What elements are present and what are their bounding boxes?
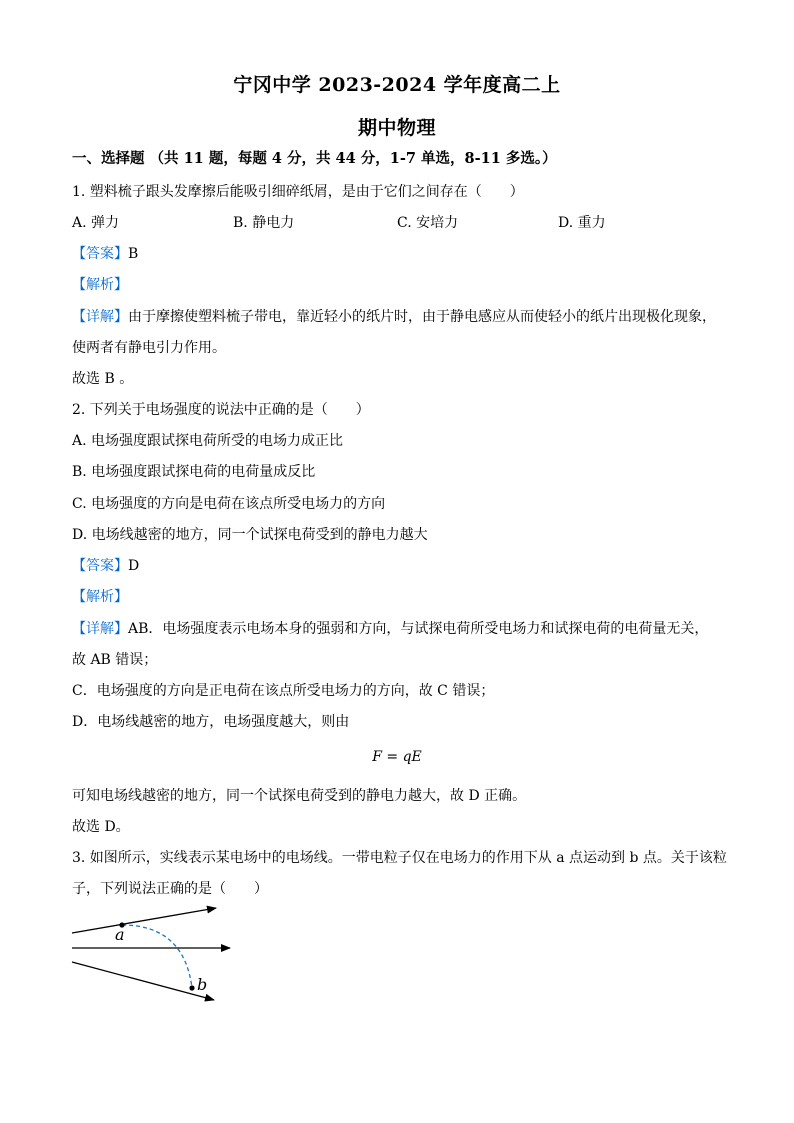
q1-detail-line xyxy=(72,308,716,326)
q2-line-d: D．电场线越密的地方，电场强度越大，则由 xyxy=(72,714,350,730)
analysis-label: 【解析】 xyxy=(72,589,128,605)
q2-answer-line xyxy=(72,557,139,575)
q2-detail-line xyxy=(72,620,708,638)
q1-answer-value: B xyxy=(128,246,139,262)
q1-option-b: B. 静电力 xyxy=(233,215,295,231)
q2-formula: F = qE xyxy=(372,749,422,765)
q1-answer-line xyxy=(72,245,138,263)
point-b-dot xyxy=(189,985,194,990)
q2-stem: 2. 下列关于电场强度的说法中正确的是（ ） xyxy=(72,402,370,418)
q1-option-d: D. 重力 xyxy=(558,215,606,231)
q2-option-d: D. 电场线越密的地方，同一个试探电荷受到的静电力越大 xyxy=(72,527,428,543)
point-a-label: a xyxy=(115,925,125,944)
q2-detail-text-1: AB．电场强度表示电场本身的强弱和方向，与试探电荷所受电场力和试探电荷的电荷量无关， xyxy=(128,621,709,637)
q3-stem-1: 3. 如图所示，实线表示某电场中的电场线。一带电粒子仅在电场力的作用下从 a 点运动到 b 点。关于该粒 xyxy=(72,850,727,866)
q2-option-c: C. 电场强度的方向是电荷在该点所受电场力的方向 xyxy=(72,496,386,512)
document-title: 宁冈中学 2023-2024 学年度高二上 xyxy=(233,74,561,96)
q2-option-b: B. 电场强度跟试探电荷的电荷量成反比 xyxy=(72,464,316,480)
q2-analysis-line xyxy=(72,588,128,606)
q1-option-a: A. 弹力 xyxy=(72,215,120,231)
field-line-bottom xyxy=(72,962,214,1000)
q1-detail-text-2: 使两者有静电引力作用。 xyxy=(72,340,226,356)
q2-conclusion: 故选 D。 xyxy=(72,819,130,835)
q1-stem: 1. 塑料梳子跟头发摩擦后能吸引细碎纸屑，是由于它们之间存在（ ） xyxy=(72,184,524,200)
section-heading: 一、选择题 （共 11 题，每题 4 分，共 44 分，1-7 单选，8-11 多选。） xyxy=(72,150,557,167)
detail-label: 【详解】 xyxy=(72,621,128,637)
q1-analysis-line xyxy=(72,276,128,294)
answer-label: 【答案】 xyxy=(72,246,128,262)
point-b-label: b xyxy=(197,975,208,994)
electric-field-figure xyxy=(66,900,236,1010)
q1-detail-text-1: 由于摩擦使塑料梳子带电，靠近轻小的纸片时，由于静电感应从而使轻小的纸片出现极化现象， xyxy=(128,309,716,325)
q2-line-c: C．电场强度的方向是正电荷在该点所受电场力的方向，故 C 错误； xyxy=(72,683,495,699)
analysis-label: 【解析】 xyxy=(72,277,128,293)
q2-option-a: A. 电场强度跟试探电荷所受的电场力成正比 xyxy=(72,433,344,449)
detail-label: 【详解】 xyxy=(72,309,128,325)
q2-answer-value: D xyxy=(128,558,140,574)
answer-label: 【答案】 xyxy=(72,558,128,574)
q2-detail-text-2: 故 AB 错误； xyxy=(72,652,158,668)
q1-option-c: C. 安培力 xyxy=(397,215,459,231)
field-line-top xyxy=(72,908,216,933)
q1-conclusion: 故选 B 。 xyxy=(72,371,134,387)
q2-line-after-formula: 可知电场线越密的地方，同一个试探电荷受到的静电力越大，故 D 正确。 xyxy=(72,788,527,804)
document-subtitle: 期中物理 xyxy=(357,117,436,139)
q3-stem-2: 子，下列说法正确的是（ ） xyxy=(72,881,268,897)
